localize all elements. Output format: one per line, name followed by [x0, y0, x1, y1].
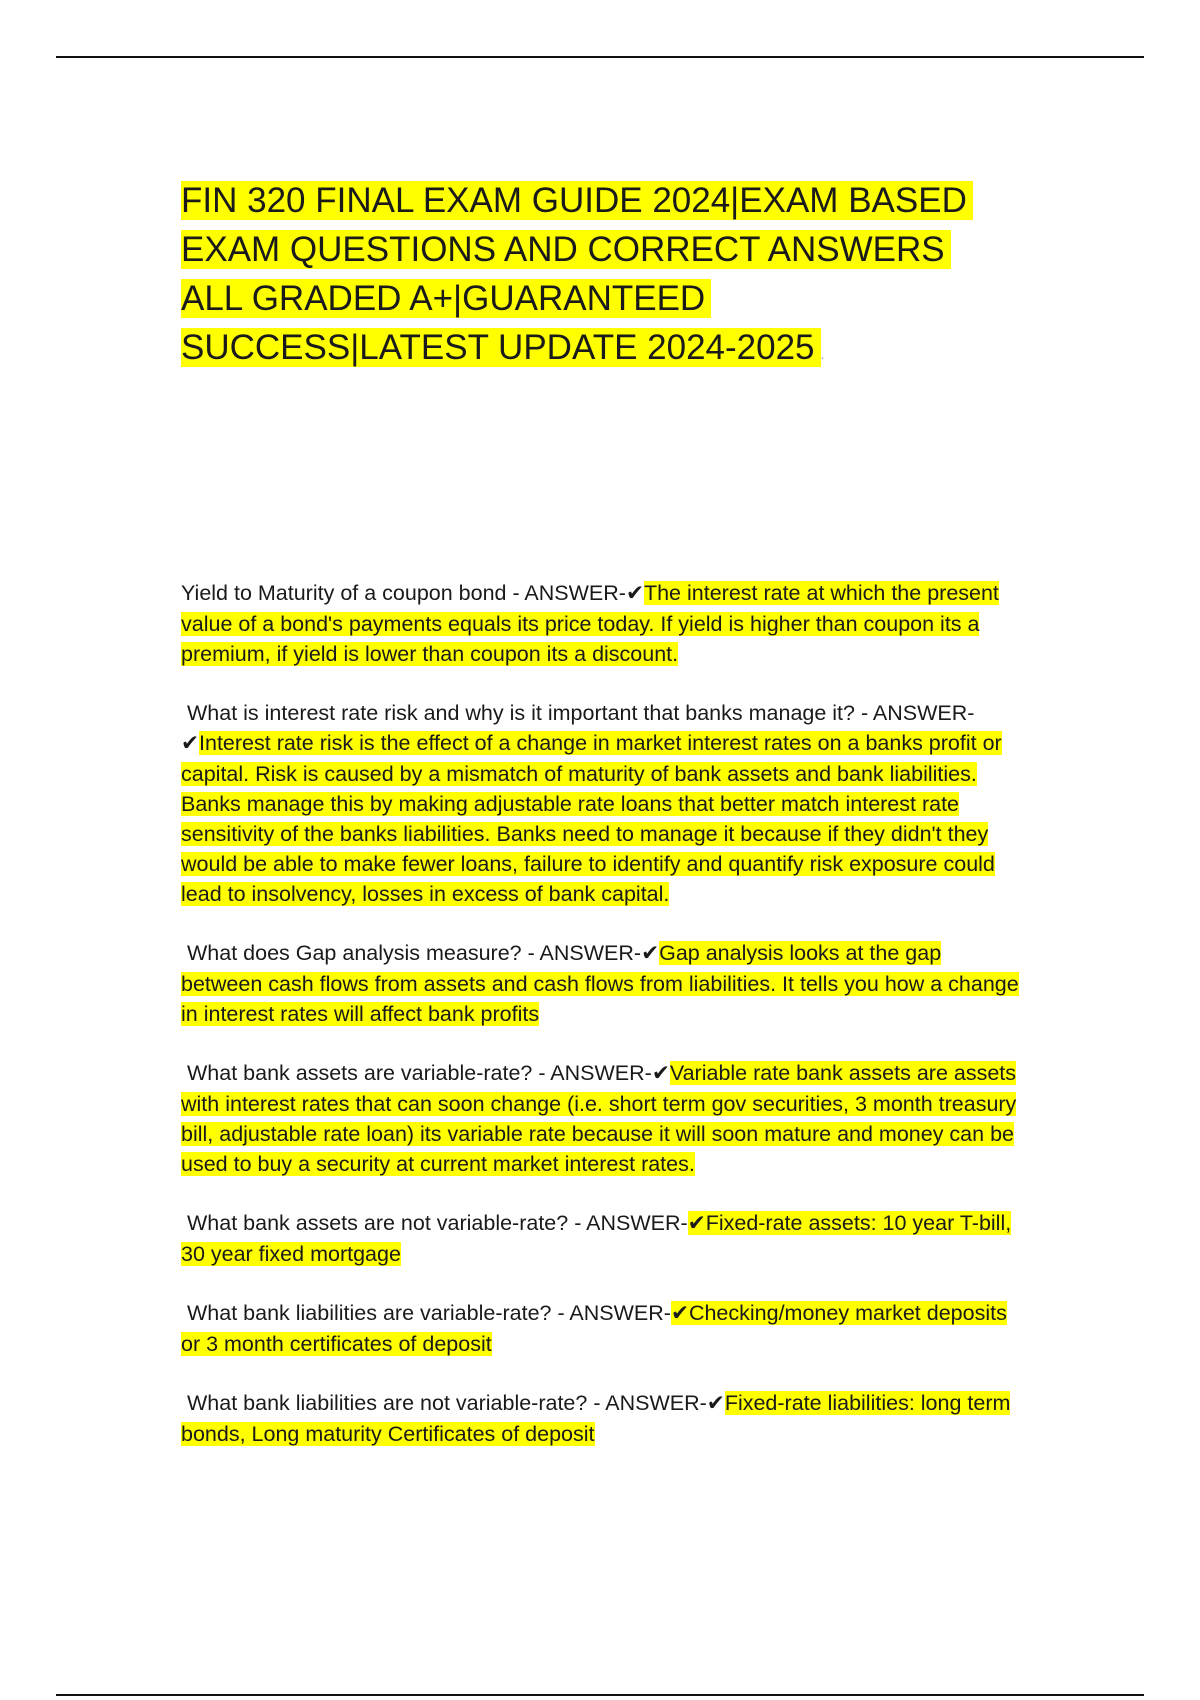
question-text: Yield to Maturity of a coupon bond — [181, 581, 507, 605]
bottom-rule — [56, 1694, 1144, 1696]
qa-item — [181, 1298, 1021, 1359]
answer-text: Checking/money market deposits or 3 month certificates of deposit — [181, 1301, 1007, 1356]
qa-item — [181, 578, 1021, 669]
check-icon: ✔ — [670, 1301, 689, 1326]
answer-text: Variable rate bank assets are assets with interest rates that can soon change (i.e. short term gov securities, 3 month treasury bill, adjustable rate loan) its variable rate because it will soon mature and money can be used to buy a security at current market interest rates. — [181, 1061, 1017, 1176]
title-highlight: FIN 320 FINAL EXAM GUIDE 2024|EXAM BASED EXAM QUESTIONS AND CORRECT ANSWERS ALL GRADED A+|GUARANTEED SUCCESS|LATEST UPDATE 2024-2025 — [181, 181, 973, 367]
top-rule — [56, 56, 1144, 58]
qa-item — [181, 1388, 1021, 1449]
answer-prefix: - ANSWER- — [532, 1061, 652, 1085]
question-text: What bank liabilities are variable-rate? — [187, 1301, 552, 1325]
qa-list — [181, 578, 1021, 1478]
qa-item — [181, 938, 1021, 1029]
qa-item — [181, 1058, 1021, 1179]
check-icon: ✔ — [641, 941, 660, 966]
answer-text: Gap analysis looks at the gap between cash flows from assets and cash flows from liabilities. It tells you how a change in interest rates will affect bank profits — [181, 941, 1019, 1026]
question-text: What is interest rate risk and why is it important that banks manage it? — [187, 701, 855, 725]
check-icon: ✔ — [625, 581, 644, 606]
answer-text: Fixed-rate assets: 10 year T-bill, 30 year fixed mortgage — [181, 1211, 1012, 1266]
answer-prefix: - ANSWER- — [587, 1391, 707, 1415]
check-icon: ✔ — [651, 1061, 670, 1086]
question-text: What bank assets are variable-rate? — [187, 1061, 533, 1085]
answer-text: Interest rate risk is the effect of a change in market interest rates on a banks profit or capital. Risk is caused by a mismatch of maturity of bank assets and bank liabilities. Banks manage this by making adjustable rate loans that better match interest rate sensitivity of the banks liabilities. Banks need to manage it because if they didn't they would be able to make fewer loans, failure to identify and quantify risk exposure could lead to insolvency, losses in excess of bank capital. — [181, 731, 1002, 906]
answer-prefix: - ANSWER- — [855, 701, 975, 725]
title-trailing-mark: . — [820, 346, 825, 362]
question-text: What bank liabilities are not variable-rate? — [187, 1391, 588, 1415]
qa-item — [181, 698, 1021, 909]
answer-prefix: - ANSWER- — [568, 1211, 688, 1235]
answer-text: The interest rate at which the present value of a bond's payments equals its price today. If yield is higher than coupon its a premium, if yield is lower than coupon its a discount. — [181, 581, 999, 666]
answer-prefix: - ANSWER- — [521, 941, 642, 965]
qa-item — [181, 1208, 1021, 1269]
document-title — [181, 176, 1011, 379]
question-text: What bank assets are not variable-rate? — [187, 1211, 569, 1235]
answer-prefix: - ANSWER- — [551, 1301, 671, 1325]
question-text: What does Gap analysis measure? — [187, 941, 522, 965]
answer-prefix: - ANSWER- — [506, 581, 626, 605]
check-icon: ✔ — [687, 1211, 706, 1236]
check-icon: ✔ — [706, 1391, 725, 1416]
check-icon: ✔ — [181, 731, 200, 756]
answer-text: Fixed-rate liabilities: long term bonds, Long maturity Certificates of deposit — [181, 1391, 1011, 1446]
